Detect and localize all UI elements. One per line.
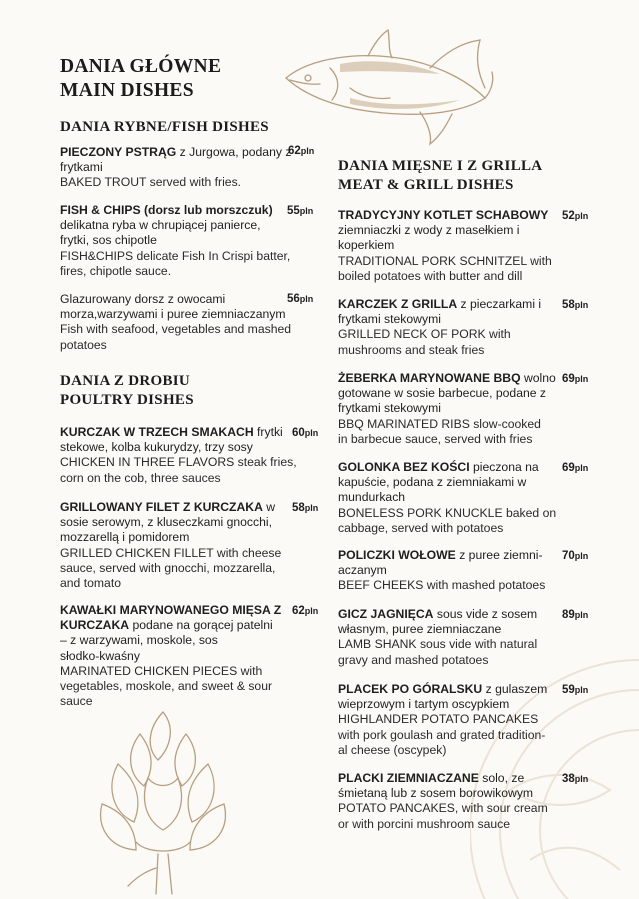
dish-description-pl: frytki bbox=[253, 425, 283, 439]
dish-description-en: boiled potatoes with butter and dill bbox=[338, 268, 523, 283]
item-text-line bbox=[60, 618, 295, 633]
item-text-line bbox=[338, 578, 563, 593]
price-unit: pln bbox=[300, 146, 315, 156]
item-text-line bbox=[60, 694, 295, 709]
dish-name: KAWAŁKI MARYNOWANEGO MIĘSA Z bbox=[60, 603, 282, 617]
item-price bbox=[562, 462, 588, 474]
dish-description-pl: z gulaszem bbox=[482, 682, 548, 696]
price-value: 56 bbox=[287, 293, 300, 305]
dish-description-en: sauce, served with gnocchi, mozzarella, bbox=[60, 560, 276, 575]
item-text-line bbox=[60, 455, 295, 470]
item-text-line bbox=[60, 264, 295, 279]
dish-description-en: MARINATED CHICKEN PIECES with bbox=[60, 663, 263, 678]
menu-item bbox=[60, 500, 295, 591]
poultry-heading-line2: POULTRY DISHES bbox=[60, 392, 194, 408]
price-value: 62 bbox=[288, 145, 301, 157]
price-value: 70 bbox=[562, 550, 575, 562]
dish-description-pl: – z warzywami, moskole, sos bbox=[60, 633, 218, 648]
dish-description-en: TRADITIONAL PORK SCHNITZEL with bbox=[338, 253, 552, 268]
dish-description-pl: sous vide z sosem bbox=[433, 607, 538, 621]
price-unit: pln bbox=[299, 294, 314, 304]
dish-name: PIECZONY PSTRĄG bbox=[60, 145, 177, 159]
dish-description-pl: ziemniaczki z wody z masełkiem i bbox=[338, 223, 520, 238]
artichoke-illustration bbox=[88, 708, 238, 898]
price-value: 52 bbox=[562, 210, 575, 222]
dish-description-en: FISH&CHIPS delicate Fish In Crispi batter, bbox=[60, 248, 291, 263]
dish-description-en: CHICKEN IN THREE FLAVORS steak fries, bbox=[60, 455, 297, 470]
item-text-line bbox=[60, 249, 295, 264]
item-price bbox=[562, 373, 588, 385]
dish-name: GRILLOWANY FILET Z KURCZAKA bbox=[60, 500, 263, 514]
item-text-line bbox=[338, 607, 563, 622]
fish-section-heading: DANIA RYBNE/FISH DISHES bbox=[60, 119, 269, 135]
dish-description-pl: solo, ze bbox=[478, 771, 525, 785]
item-text-line bbox=[338, 371, 563, 386]
price-unit: pln bbox=[574, 610, 589, 620]
dish-description-en: GRILLED NECK OF PORK with bbox=[338, 327, 511, 342]
item-text-line bbox=[60, 440, 295, 455]
dish-name: GOLONKA BEZ KOŚCI bbox=[338, 460, 470, 474]
dish-description-pl: słodko-kwaśny bbox=[60, 648, 140, 663]
item-price bbox=[287, 293, 313, 305]
dish-description-en: POTATO PANCAKES, with sour cream bbox=[338, 801, 548, 816]
dish-description-pl: gotowane w sosie barbecue, podane z bbox=[338, 386, 547, 401]
item-text-line bbox=[338, 254, 563, 269]
dish-description-pl: mundurkach bbox=[338, 490, 406, 505]
dish-name: TRADYCYJNY KOTLET SCHABOWY bbox=[338, 208, 549, 222]
item-text-line bbox=[60, 160, 295, 175]
item-text-line bbox=[60, 175, 295, 190]
item-price bbox=[562, 210, 588, 222]
item-price bbox=[292, 427, 318, 439]
item-text-line bbox=[60, 500, 295, 515]
item-text-line bbox=[338, 817, 563, 832]
item-text-line bbox=[60, 576, 295, 591]
dish-description-pl: koperkiem bbox=[338, 238, 395, 253]
item-text-line bbox=[60, 679, 295, 694]
dish-description-en: with pork goulash and grated tradition- bbox=[338, 727, 546, 742]
price-unit: pln bbox=[574, 374, 589, 384]
item-text-line bbox=[338, 771, 563, 786]
menu-item bbox=[338, 548, 563, 594]
menu-item bbox=[60, 203, 295, 279]
dish-description-pl: pieczona na bbox=[469, 460, 539, 474]
dish-description-en: in barbecue sauce, served with fries bbox=[338, 431, 533, 446]
dish-description-pl: z puree ziemni- bbox=[455, 548, 543, 562]
dish-description-en: and tomato bbox=[60, 576, 121, 591]
item-text-line bbox=[60, 307, 305, 322]
item-text-line bbox=[60, 633, 295, 648]
meat-heading-line1: DANIA MIĘSNE I Z GRILLA bbox=[338, 158, 543, 174]
item-text-line bbox=[338, 475, 563, 490]
item-price bbox=[562, 773, 588, 785]
menu-item bbox=[338, 771, 563, 832]
item-text-line bbox=[338, 563, 563, 578]
item-text-line bbox=[60, 322, 305, 337]
item-text-line bbox=[338, 653, 563, 668]
meat-heading-line2: MEAT & GRILL DISHES bbox=[338, 177, 514, 193]
menu-item bbox=[60, 603, 295, 709]
item-text-line bbox=[60, 515, 295, 530]
page-title-line1: DANIA GŁÓWNE bbox=[60, 56, 222, 77]
price-value: 55 bbox=[287, 205, 300, 217]
item-text-line bbox=[60, 203, 295, 218]
item-price bbox=[562, 609, 588, 621]
menu-item bbox=[338, 371, 563, 447]
dish-description-pl: z pieczarkami i bbox=[457, 297, 542, 311]
poultry-section-heading bbox=[60, 372, 194, 410]
dish-description-pl: frytkami bbox=[60, 160, 103, 175]
dish-description-pl: kapuście, podana z ziemniakami w bbox=[338, 475, 527, 490]
price-unit: pln bbox=[304, 503, 319, 513]
item-text-line bbox=[338, 637, 563, 652]
item-text-line bbox=[60, 546, 295, 561]
item-text-line bbox=[338, 312, 563, 327]
dish-description-pl: morza,warzywami i puree ziemniaczanym bbox=[60, 307, 286, 322]
item-text-line bbox=[60, 425, 295, 440]
price-value: 58 bbox=[292, 502, 305, 514]
price-unit: pln bbox=[574, 211, 589, 221]
item-text-line bbox=[338, 506, 563, 521]
plate-watermark bbox=[470, 640, 639, 899]
dish-description-en: vegetables, moskole, and sweet & sour bbox=[60, 679, 273, 694]
price-unit: pln bbox=[574, 463, 589, 473]
item-text-line bbox=[60, 292, 305, 307]
item-text-line bbox=[338, 682, 563, 697]
dish-description-pl: z Jurgowa, podany z bbox=[176, 145, 292, 159]
price-value: 60 bbox=[292, 427, 305, 439]
item-text-line bbox=[60, 649, 295, 664]
item-text-line bbox=[60, 664, 295, 679]
price-unit: pln bbox=[574, 551, 589, 561]
item-text-line bbox=[338, 622, 563, 637]
item-text-line bbox=[60, 233, 295, 248]
dish-description-en: BEEF CHEEKS with mashed potatoes bbox=[338, 578, 546, 593]
dish-description-pl: frytki, sos chipotle bbox=[60, 233, 157, 248]
item-price bbox=[292, 605, 318, 617]
dish-description-en: GRILLED CHICKEN FILLET with cheese bbox=[60, 545, 282, 560]
item-text-line bbox=[338, 490, 563, 505]
price-unit: pln bbox=[304, 606, 319, 616]
item-text-line bbox=[338, 728, 563, 743]
item-text-line bbox=[338, 269, 563, 284]
dish-name: KURCZAKA bbox=[60, 618, 130, 633]
item-text-line bbox=[60, 338, 305, 353]
dish-description-pl: Glazurowany dorsz z owocami bbox=[60, 292, 226, 306]
item-price bbox=[292, 502, 318, 514]
price-value: 59 bbox=[562, 684, 575, 696]
item-price bbox=[288, 145, 314, 157]
item-text-line bbox=[338, 460, 563, 475]
price-unit: pln bbox=[299, 206, 314, 216]
dish-description-pl: podane na gorącej patelni bbox=[129, 618, 273, 633]
item-text-line bbox=[60, 218, 295, 233]
fish-illustration bbox=[280, 28, 495, 146]
menu-item bbox=[338, 208, 563, 284]
item-text-line bbox=[338, 786, 563, 801]
item-price bbox=[562, 550, 588, 562]
poultry-heading-line1: DANIA Z DROBIU bbox=[60, 373, 191, 389]
dish-description-en: HIGHLANDER POTATO PANCAKES bbox=[338, 712, 539, 727]
menu-item bbox=[338, 460, 563, 536]
dish-description-pl: wolno bbox=[520, 371, 556, 385]
dish-description-pl: wieprzowym i tartym oscypkiem bbox=[338, 697, 510, 712]
price-value: 69 bbox=[562, 373, 575, 385]
dish-name: PLACKI ZIEMNIACZANE bbox=[338, 771, 479, 785]
dish-description-pl: stekowe, kolba kukurydzy, trzy sosy bbox=[60, 440, 253, 455]
item-text-line bbox=[60, 561, 295, 576]
item-text-line bbox=[338, 343, 563, 358]
item-text-line bbox=[338, 238, 563, 253]
menu-item bbox=[60, 145, 295, 191]
price-value: 69 bbox=[562, 462, 575, 474]
item-text-line bbox=[338, 208, 563, 223]
item-price bbox=[562, 299, 588, 311]
dish-description-pl: delikatna ryba w chrupiącej panierce, bbox=[60, 218, 261, 233]
dish-name: POLICZKI WOŁOWE bbox=[338, 548, 456, 562]
dish-description-en: BAKED TROUT served with fries. bbox=[60, 175, 242, 190]
menu-item bbox=[338, 297, 563, 358]
dish-description-en: fires, chipotle sauce. bbox=[60, 263, 172, 278]
dish-description-en: sauce bbox=[60, 694, 93, 709]
dish-description-en: BBQ MARINATED RIBS slow-cooked bbox=[338, 416, 541, 431]
dish-description-en: LAMB SHANK sous vide with natural bbox=[338, 637, 538, 652]
item-price bbox=[287, 205, 313, 217]
menu-item bbox=[338, 607, 563, 668]
item-text-line bbox=[60, 471, 295, 486]
item-text-line bbox=[338, 417, 563, 432]
dish-name: ŻEBERKA MARYNOWANE BBQ bbox=[338, 371, 521, 385]
dish-name: PLACEK PO GÓRALSKU bbox=[338, 682, 483, 696]
price-unit: pln bbox=[574, 300, 589, 310]
dish-description-pl: własnym, puree ziemniaczane bbox=[338, 622, 502, 637]
dish-description-en: cabbage, served with potatoes bbox=[338, 520, 504, 535]
price-value: 62 bbox=[292, 605, 305, 617]
menu-item bbox=[338, 682, 563, 758]
dish-name: KURCZAK W TRZECH SMAKACH bbox=[60, 425, 254, 439]
dish-description-en: Fish with seafood, vegetables and mashed bbox=[60, 322, 292, 337]
item-text-line bbox=[338, 401, 563, 416]
dish-description-pl: frytkami stekowymi bbox=[338, 312, 441, 327]
item-text-line bbox=[338, 801, 563, 816]
item-text-line bbox=[338, 712, 563, 727]
dish-name: KARCZEK Z GRILLA bbox=[338, 297, 458, 311]
item-price bbox=[562, 684, 588, 696]
item-text-line bbox=[338, 521, 563, 536]
dish-name: FISH & CHIPS (dorsz lub morszczuk) bbox=[60, 203, 273, 217]
item-text-line bbox=[60, 145, 295, 160]
item-text-line bbox=[60, 530, 295, 545]
dish-description-pl: w bbox=[262, 500, 276, 514]
dish-description-en: al cheese (oscypek) bbox=[338, 742, 447, 757]
dish-description-en: or with porcini mushroom sauce bbox=[338, 816, 511, 831]
page-title bbox=[60, 55, 221, 103]
menu-item bbox=[60, 292, 305, 353]
price-value: 89 bbox=[562, 609, 575, 621]
dish-description-pl: aczanym bbox=[338, 563, 387, 578]
dish-description-en: gravy and mashed potatoes bbox=[338, 652, 489, 667]
dish-name: GICZ JAGNIĘCA bbox=[338, 607, 434, 621]
price-unit: pln bbox=[574, 685, 589, 695]
dish-description-en: mushrooms and steak fries bbox=[338, 342, 485, 357]
dish-description-pl: frytkami stekowymi bbox=[338, 401, 441, 416]
price-unit: pln bbox=[304, 428, 319, 438]
item-text-line bbox=[338, 223, 563, 238]
price-unit: pln bbox=[574, 774, 589, 784]
item-text-line bbox=[338, 297, 563, 312]
price-value: 38 bbox=[562, 773, 575, 785]
item-text-line bbox=[338, 548, 563, 563]
dish-description-pl: mozzarellą i pomidorem bbox=[60, 530, 190, 545]
menu-item bbox=[60, 425, 295, 486]
item-text-line bbox=[338, 743, 563, 758]
item-text-line bbox=[338, 386, 563, 401]
dish-description-pl: sosie serowym, z kluseczkami gnocchi, bbox=[60, 515, 272, 530]
item-text-line bbox=[338, 697, 563, 712]
item-text-line bbox=[60, 603, 295, 618]
item-text-line bbox=[338, 327, 563, 342]
dish-description-en: BONELESS PORK KNUCKLE baked on bbox=[338, 505, 557, 520]
dish-description-en: corn on the cob, three sauces bbox=[60, 470, 221, 485]
page-title-line2: MAIN DISHES bbox=[60, 80, 194, 101]
price-value: 58 bbox=[562, 299, 575, 311]
meat-section-heading bbox=[338, 157, 542, 195]
item-text-line bbox=[338, 432, 563, 447]
dish-description-pl: śmietaną lub z sosem borowikowym bbox=[338, 786, 534, 801]
dish-description-en: potatoes bbox=[60, 337, 107, 352]
